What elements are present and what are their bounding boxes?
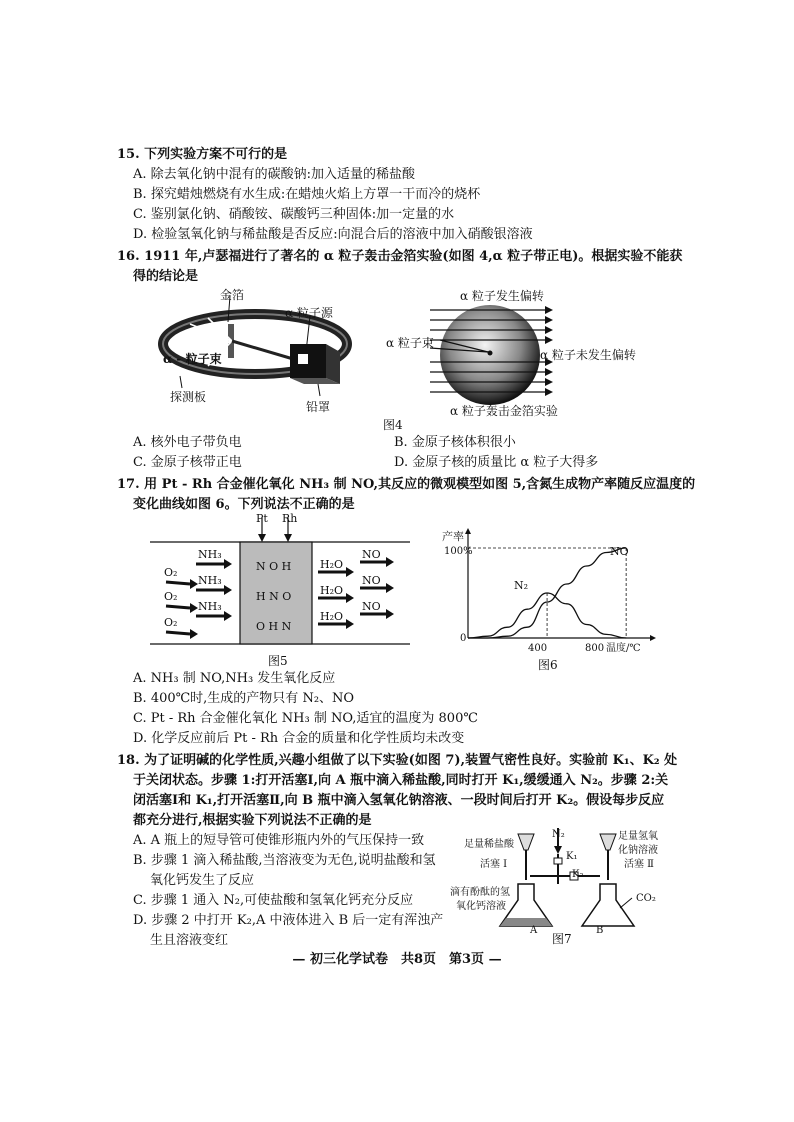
fig7-phen-1: 滴有酚酞的氢 <box>450 887 510 898</box>
alpha-source-shape <box>298 354 308 364</box>
fig7-a: A <box>530 925 538 936</box>
fig7-hcl: 足量稀盐酸 <box>464 839 514 850</box>
q16-stem-2: 得的结论是 <box>133 269 199 284</box>
fig5-no-2: NO <box>362 574 381 587</box>
q18-stem-4: 都充分进行,根据实验下列说法不正确的是 <box>133 813 372 828</box>
fig6-ylabel: 产率 <box>442 530 464 543</box>
fig7-n2: N₂ <box>552 829 565 840</box>
flask-a-liquid <box>500 918 552 926</box>
fig6-x400: 400 <box>528 643 548 654</box>
fig7-naoh-2: 化钠溶液 <box>618 845 658 856</box>
fig5-row-3: O H N <box>256 620 292 633</box>
q18-option-a: A. A 瓶上的短导管可使锥形瓶内外的气压保持一致 <box>133 833 425 848</box>
fig6-origin: 0 <box>460 633 467 644</box>
label-deflect: α 粒子发生偏转 <box>460 289 544 303</box>
label-beam: α 粒子束 <box>386 336 434 350</box>
fig5-o2-2: O₂ <box>164 590 178 603</box>
fig7-naoh-1: 足量氢氧 <box>618 831 658 842</box>
label-alpha-source: α 粒子源 <box>285 306 333 320</box>
label-detector: 探测板 <box>170 390 207 404</box>
fig6-xlabel: 温度/℃ <box>606 643 641 654</box>
fig6-y100: 100% <box>444 546 473 557</box>
fig5-o2-3: O₂ <box>164 616 178 629</box>
fig5-no-1: NO <box>362 548 381 561</box>
fig4-sphere <box>420 300 560 410</box>
q18-option-c: C. 步骤 1 通入 N₂,可使盐酸和氢氧化钙充分反应 <box>133 893 414 908</box>
fig5-pt-label: Pt <box>256 512 268 525</box>
fig7-valve-1: 活塞 Ⅰ <box>480 859 508 870</box>
q18-stem-2: 于关闭状态。步骤 1:打开活塞Ⅰ,向 A 瓶中滴入稀盐酸,同时打开 K₁,缓缓通入 N₂。步骤 2:关 <box>133 773 669 788</box>
fig7-k2: K₂ <box>572 869 584 880</box>
fig5-h2o-1: H₂O <box>320 558 344 571</box>
q16-option-b: B. 金原子核体积很小 <box>394 435 516 450</box>
q18-option-b-2: 氧化钙发生了反应 <box>150 873 255 888</box>
fig5-rh-label: Rh <box>282 512 298 525</box>
q15-option-a: A. 除去氧化钠中混有的碳酸钠:加入适量的稀盐酸 <box>133 167 416 182</box>
q18-stem-3: 闭活塞Ⅰ和 K₁,打开活塞Ⅱ,向 B 瓶中滴入氢氧化钠溶液、一段时间后打开 K₂。假设每步反应 <box>133 793 665 808</box>
fig6-caption: 图6 <box>538 658 558 672</box>
q18-option-b-1: B. 步骤 1 滴入稀盐酸,当溶液变为无色,说明盐酸和氢 <box>133 853 436 868</box>
fig7-co2: CO₂ <box>636 893 656 904</box>
q15-option-b: B. 探究蜡烛燃烧有水生成:在蜡烛火焰上方罩一干而冷的烧杯 <box>133 187 481 202</box>
label-alpha-beam-left: α - 粒子束 <box>163 352 222 366</box>
q17-option-a: A. NH₃ 制 NO,NH₃ 发生氧化反应 <box>133 671 336 686</box>
x-axis-arrow <box>650 635 656 641</box>
label-lead-case: 铅罩 <box>306 400 331 414</box>
k1-valve <box>554 858 562 864</box>
fig5-row-1: N O H <box>256 560 292 573</box>
fig6-no-label: NO <box>610 545 629 558</box>
q17-option-c: C. Pt - Rh 合金催化氧化 NH₃ 制 NO,适宜的温度为 800℃ <box>133 711 478 726</box>
fig6-n2-label: N₂ <box>514 579 529 592</box>
label-gold-foil: 金箔 <box>220 288 245 302</box>
q15-option-c: C. 鉴别氯化钠、硝酸铵、碳酸钙三种固体:加一定量的水 <box>133 207 455 222</box>
q16-option-c: C. 金原子核带正电 <box>133 455 242 470</box>
fig5-nh3-3: NH₃ <box>198 600 222 613</box>
fig5-nh3-1: NH₃ <box>198 548 222 561</box>
fig5-o2-1: O₂ <box>164 566 178 579</box>
alpha-beam-line <box>232 341 300 361</box>
fig5-row-2: H N O <box>256 590 292 603</box>
lead-case-side <box>326 344 340 384</box>
fig5-h2o-2: H₂O <box>320 584 344 597</box>
fig4-caption: 图4 <box>383 418 403 432</box>
fig5-caption: 图5 <box>268 654 288 668</box>
q18-option-d-2: 生且溶液变红 <box>150 933 229 948</box>
page-footer: — 初三化学试卷 共8页 第3页 — <box>292 952 502 967</box>
fig7-phen-2: 氧化钙溶液 <box>456 901 506 912</box>
fig5-no-3: NO <box>362 600 381 613</box>
q16-option-a: A. 核外电子带负电 <box>133 435 242 450</box>
label-line-lead <box>318 384 320 396</box>
q18-option-d-1: D. 步骤 2 中打开 K₂,A 中液体进入 B 后一定有浑浊产 <box>133 913 444 928</box>
q17-stem-1: 17. 用 Pt - Rh 合金催化氧化 NH₃ 制 NO,其反应的微观模型如图 5,含氮生成物产率随反应温度的 <box>117 477 696 492</box>
q18-stem-1: 18. 为了证明碱的化学性质,兴趣小组做了以下实验(如图 7),装置气密性良好。实验前 K₁、K₂ 处 <box>117 753 678 768</box>
q17-option-d: D. 化学反应前后 Pt - Rh 合金的质量和化学性质均未改变 <box>133 731 465 746</box>
q17-option-b: B. 400℃时,生成的产物只有 N₂、NO <box>133 691 355 706</box>
fig7-b: B <box>596 925 604 936</box>
q16-option-d: D. 金原子核的质量比 α 粒子大得多 <box>394 455 599 470</box>
q16-stem-1: 16. 1911 年,卢瑟福进行了著名的 α 粒子轰击金箔实验(如图 4,α 粒子带正电)。根据实验不能获 <box>117 249 683 264</box>
q15-stem: 15. 下列实验方案不可行的是 <box>117 147 288 162</box>
fig6-x800: 800 <box>585 643 605 654</box>
fig5-nh3-2: NH₃ <box>198 574 222 587</box>
fig5-h2o-3: H₂O <box>320 610 344 623</box>
fig7-valve-2: 活塞 Ⅱ <box>624 859 654 870</box>
label-no-deflect: α 粒子未发生偏转 <box>540 348 636 362</box>
fig7-caption: 图7 <box>552 932 572 946</box>
q17-stem-2: 变化曲线如图 6。下列说法不正确的是 <box>133 497 355 512</box>
q15-option-d: D. 检验氢氧化钠与稀盐酸是否反应:向混合后的溶液中加入硝酸银溶液 <box>133 227 533 242</box>
gold-nucleus <box>488 351 493 356</box>
label-caption-right: α 粒子轰击金箔实验 <box>450 404 558 418</box>
flask-b <box>582 884 634 926</box>
fig7-k1: K₁ <box>566 851 578 862</box>
y-axis-arrow <box>465 528 471 534</box>
label-line-detector <box>180 376 182 388</box>
